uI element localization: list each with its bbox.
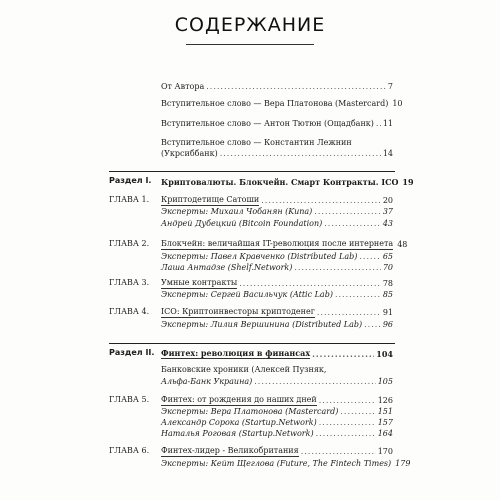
- leader-dots: [261, 196, 381, 206]
- toc-entry-expert[interactable]: [161, 289, 393, 300]
- toc-entry[interactable]: [161, 239, 408, 250]
- leader-dots: [239, 279, 381, 289]
- toc-entry-text: Эксперты: Лилия Вершинина (Distributed Lab): [161, 320, 363, 329]
- page-number: 14: [382, 149, 393, 158]
- leader-dots: [359, 252, 380, 262]
- chapter-label: ГЛАВА 3.: [109, 278, 150, 287]
- leader-dots: [376, 119, 381, 129]
- page-number: 164: [377, 429, 393, 438]
- chapter-label: ГЛАВА 4.: [109, 307, 150, 316]
- toc-entry-text: Эксперты: Кейт Щеглова (Future, The Fintech Times): [161, 459, 392, 468]
- leader-dots: [364, 320, 381, 330]
- toc-entry-author[interactable]: [161, 81, 393, 92]
- leader-dots: [319, 396, 376, 406]
- toc-entry[interactable]: [161, 395, 393, 406]
- leader-dots: [312, 349, 374, 359]
- toc-entry-text: Умные контракты: [161, 278, 238, 287]
- toc-entry-expert[interactable]: [161, 218, 393, 229]
- toc-entry-text: Криптодетище Сатоши: [161, 195, 260, 204]
- section-title: Криптовалюты. Блокчейн. Смарт Контракты. ICO: [161, 177, 399, 187]
- section-title: Финтех: революция в финансах: [161, 348, 311, 358]
- page-number: 7: [387, 82, 393, 91]
- section-label: Раздел I.: [109, 176, 152, 185]
- toc-entry-expert[interactable]: [161, 262, 393, 273]
- page-number: 65: [382, 252, 393, 261]
- page-number: 126: [377, 396, 393, 405]
- leader-dots: [316, 429, 376, 439]
- section-label: Раздел II.: [109, 348, 155, 357]
- page-number: 85: [382, 290, 393, 299]
- toc-entry-expert[interactable]: [161, 251, 393, 262]
- toc-entry-text: Александр Сорока (Startup.Network): [161, 418, 317, 427]
- leader-dots: [301, 447, 376, 457]
- page-number: 20: [382, 196, 393, 205]
- page-number: 70: [382, 263, 393, 272]
- section-rule: [109, 171, 395, 172]
- leader-dots: [335, 290, 381, 300]
- page-number: 179: [395, 459, 411, 468]
- page-title: СОДЕРЖАНИЕ: [174, 14, 326, 36]
- leader-dots: [319, 418, 376, 428]
- toc-entry-foreword-lezhnin[interactable]: Вступительное слово — Константин Лежнин: [161, 138, 352, 147]
- toc-entry-text: Банковские хроники (Алексей Пузняк,: [161, 365, 327, 374]
- page-number: 48: [397, 240, 408, 249]
- leader-dots: [294, 263, 380, 273]
- leader-dots: [206, 82, 386, 92]
- page-number: 19: [402, 177, 414, 187]
- page-number: 157: [377, 418, 393, 427]
- toc-entry-text: Андрей Дубецкий (Bitcoin Foundation): [161, 219, 323, 228]
- toc-entry-text: ICO: Криптоинвесторы криптоденег: [161, 307, 315, 316]
- toc-entry-expert[interactable]: [161, 428, 393, 439]
- toc-entry-text: Эксперты: Вера Платонова (Mastercard): [161, 407, 339, 416]
- page-number: 11: [382, 119, 393, 128]
- leader-dots: [254, 377, 375, 387]
- page-number: 104: [376, 349, 393, 359]
- page-number: 96: [382, 320, 393, 329]
- chapter-label: ГЛАВА 6.: [109, 446, 150, 455]
- toc-entry-foreword-platonova[interactable]: [161, 98, 403, 109]
- toc-entry-foreword-lezhnin-cont[interactable]: [161, 148, 393, 159]
- toc-entry-text: Финтех-лидер - Великобритания: [161, 446, 299, 455]
- toc-entry-text: Наталья Роговая (Startup.Network): [161, 429, 314, 438]
- leader-dots: [220, 149, 381, 159]
- toc-entry-bank-chronicles[interactable]: [161, 365, 326, 376]
- toc-entry[interactable]: [161, 446, 393, 457]
- chapter-label: ГЛАВА 1.: [109, 195, 150, 204]
- toc-entry-text: Финтех: от рождения до наших дней: [161, 395, 317, 404]
- toc-entry-text: Эксперты: Павел Кравченко (Distributed Lab): [161, 252, 358, 261]
- toc-entry-text: Вступительное слово — Антон Тютюн (Ощадбанк): [161, 119, 374, 128]
- section-entry[interactable]: [161, 348, 393, 359]
- toc-entry-text: Блокчейн: величайшая IT-революция после интернета: [161, 239, 394, 248]
- leader-dots: [324, 219, 381, 229]
- section-rule: [109, 343, 395, 344]
- toc-entry[interactable]: [161, 307, 393, 318]
- toc-entry-expert[interactable]: [161, 319, 393, 330]
- toc-entry-text: Лаша Антадзе (Shelf.Network): [161, 263, 293, 272]
- leader-dots: [314, 207, 381, 217]
- title-underline: [186, 44, 314, 45]
- page-number: 91: [382, 308, 393, 317]
- page-number: 170: [377, 447, 393, 456]
- toc-entry-text: Вступительное слово — Вера Платонова (Mastercard): [161, 99, 389, 108]
- toc-entry[interactable]: [161, 195, 393, 206]
- page-number: 37: [382, 207, 393, 216]
- toc-entry[interactable]: [161, 278, 393, 289]
- section-entry[interactable]: [161, 176, 414, 187]
- toc-entry-foreword-tyutyun[interactable]: [161, 118, 393, 129]
- toc-entry-expert[interactable]: [161, 417, 393, 428]
- chapter-label: ГЛАВА 2.: [109, 239, 150, 248]
- toc-entry-text: Эксперты: Сергей Васильчук (Attic Lab): [161, 290, 333, 299]
- page-number: 151: [377, 407, 393, 416]
- page-number: 43: [382, 219, 393, 228]
- leader-dots: [317, 308, 381, 318]
- toc-entry-bank-chronicles-cont[interactable]: [161, 376, 393, 387]
- toc-entry-expert[interactable]: [161, 406, 393, 417]
- toc-entry-text: От Автора: [161, 82, 205, 91]
- leader-dots: [340, 407, 375, 417]
- toc-entry-text: (Укрсиббанк): [161, 149, 218, 158]
- page-number: 78: [382, 279, 393, 288]
- chapter-label: ГЛАВА 5.: [109, 395, 150, 404]
- toc-entry-expert[interactable]: [161, 206, 393, 217]
- toc-entry-text: Альфа-Банк Украина): [161, 377, 253, 386]
- toc-entry-expert[interactable]: [161, 458, 411, 469]
- toc-entry-text: Эксперты: Михаил Чобанян (Kuna): [161, 207, 313, 216]
- page-number: 10: [392, 99, 403, 108]
- page-number: 105: [377, 377, 393, 386]
